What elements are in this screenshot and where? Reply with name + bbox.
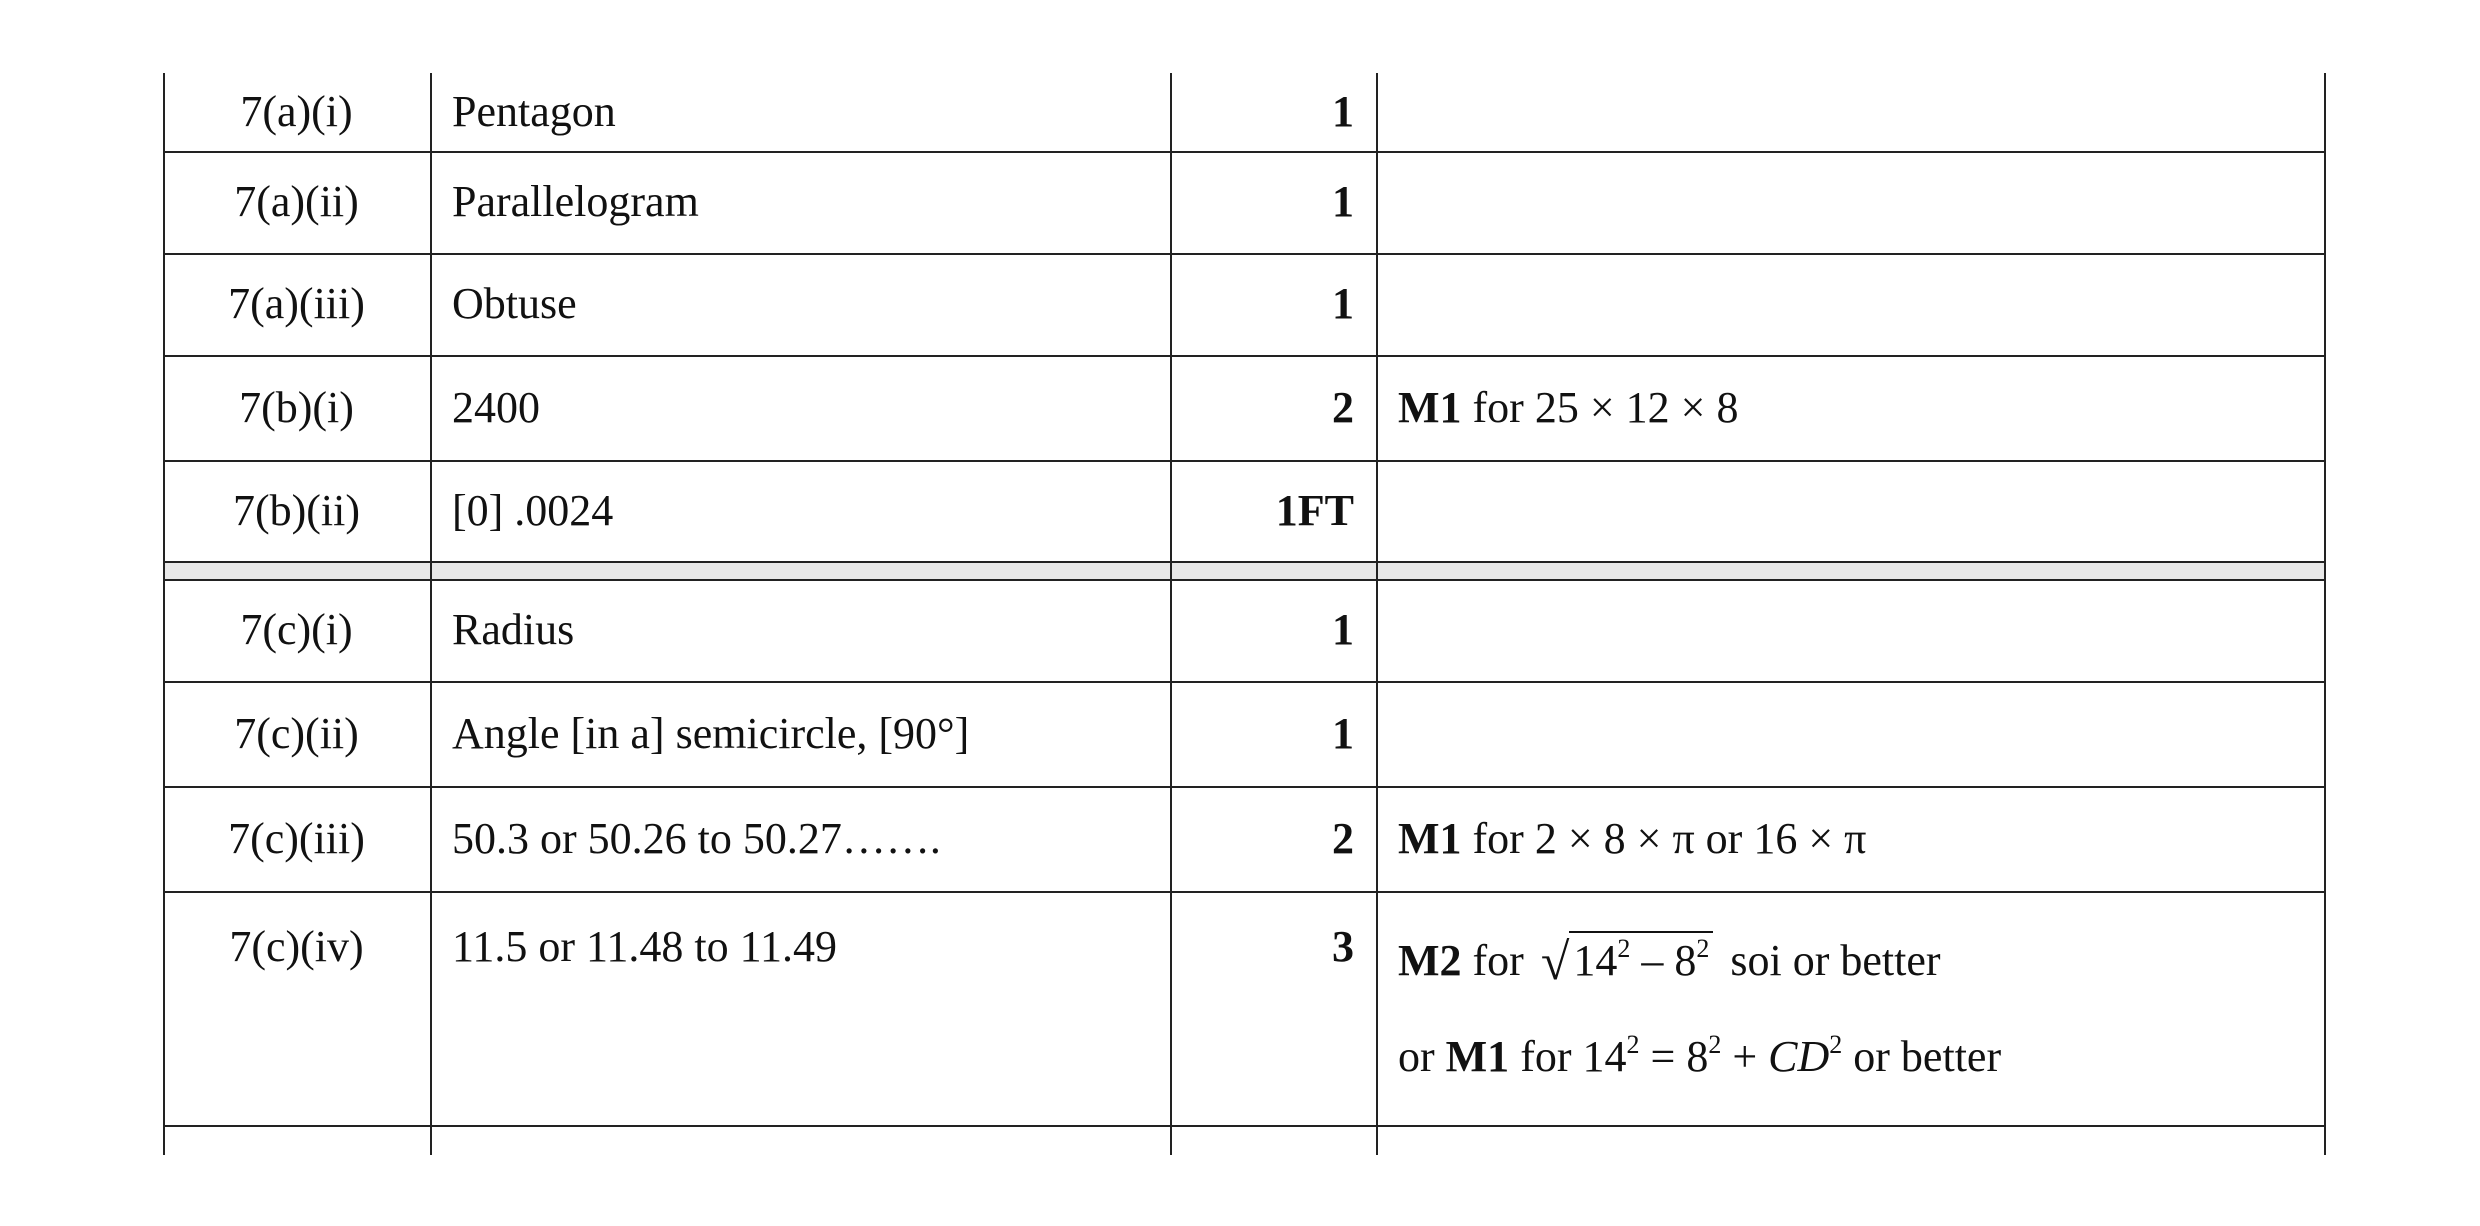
question-number: 7(a)(ii) — [234, 177, 359, 226]
answer-cell: 2400 — [452, 382, 540, 432]
operator: = — [1639, 1032, 1687, 1081]
table-row — [163, 253, 2326, 355]
table-row — [163, 891, 2326, 1125]
answer-cell: Radius — [452, 605, 575, 654]
answer-cell: Pentagon — [452, 87, 616, 136]
marks-cell: 3 — [1332, 922, 1354, 971]
table-row — [163, 681, 2326, 786]
guidance-cell — [1376, 786, 2326, 891]
guidance-text: soi or better — [1719, 936, 1941, 985]
question-number: 7(c)(iv) — [229, 922, 364, 971]
table-row — [163, 460, 2326, 561]
guidance-line-m1 — [1398, 1030, 2326, 1081]
marks-cell: 2 — [1332, 382, 1354, 432]
answer-cell: Parallelogram — [452, 177, 699, 226]
guidance-cell — [1376, 460, 2326, 561]
radicand-term: 8 — [1674, 936, 1697, 985]
table-row — [163, 355, 2326, 460]
marks-cell: 1 — [1332, 605, 1354, 654]
marks-cell: 1 — [1332, 87, 1354, 136]
operator: + — [1721, 1032, 1769, 1081]
exponent: 2 — [1696, 934, 1710, 963]
answer-cell: Angle [in a] semicircle, [90°] — [452, 708, 970, 758]
question-number: 7(c)(iii) — [228, 813, 365, 863]
answer-cell: [0] .0024 — [452, 485, 614, 535]
equation-term: CD — [1768, 1032, 1830, 1081]
question-number: 7(c)(ii) — [234, 708, 359, 758]
guidance-text: for — [1509, 1032, 1583, 1081]
answer-cell: Obtuse — [452, 279, 577, 328]
question-number: 7(b)(ii) — [232, 485, 361, 535]
question-number: 7(b)(i) — [239, 382, 354, 432]
table-row — [163, 73, 2326, 151]
table-row — [163, 151, 2326, 253]
answer-cell: 50.3 or 50.26 to 50.27……. — [452, 813, 941, 863]
guidance-cell — [1376, 151, 2326, 253]
marks-cell: 1FT — [1275, 485, 1354, 535]
marks-cell: 1 — [1332, 279, 1354, 328]
row-divider — [163, 1125, 2326, 1127]
row-divider — [163, 561, 2326, 563]
method-mark-code: M1 — [1398, 813, 1462, 863]
guidance-cell — [1376, 253, 2326, 355]
radicand-term: 14 — [1573, 936, 1618, 985]
marks-cell: 2 — [1332, 813, 1354, 863]
marks-cell: 1 — [1332, 708, 1354, 758]
guidance-cell — [1376, 73, 2326, 151]
guidance-text: or better — [1842, 1032, 2002, 1081]
method-mark-code: M1 — [1445, 1032, 1510, 1081]
question-number: 7(a)(iii) — [228, 279, 365, 328]
radical-sign-icon: √ — [1540, 934, 1570, 991]
operator: – — [1630, 936, 1675, 985]
guidance-text: for — [1461, 936, 1535, 985]
marks-cell: 1 — [1332, 177, 1354, 226]
guidance-text: for 25 × 12 × 8 — [1461, 382, 1739, 432]
method-mark-code: M2 — [1398, 936, 1462, 985]
exponent: 2 — [1617, 934, 1631, 963]
exponent: 2 — [1626, 1030, 1640, 1059]
exponent: 2 — [1708, 1030, 1722, 1059]
guidance-cell — [1376, 891, 2326, 1125]
guidance-cell — [1376, 579, 2326, 681]
table-row — [163, 579, 2326, 681]
table-row — [163, 786, 2326, 891]
radicand — [1569, 931, 1713, 983]
answer-cell: 11.5 or 11.48 to 11.49 — [452, 922, 837, 971]
question-number: 7(c)(i) — [240, 605, 353, 654]
guidance-text: for 2 × 8 × π or 16 × π — [1461, 813, 1867, 863]
square-root-expression — [1541, 931, 1714, 989]
guidance-text: or — [1398, 1032, 1446, 1081]
exponent: 2 — [1829, 1030, 1843, 1059]
guidance-cell — [1376, 355, 2326, 460]
method-mark-code: M1 — [1398, 382, 1462, 432]
equation-term: 14 — [1582, 1032, 1627, 1081]
guidance-line-m2 — [1398, 931, 2326, 989]
question-number: 7(a)(i) — [240, 87, 353, 136]
guidance-cell — [1376, 681, 2326, 786]
equation-term: 8 — [1686, 1032, 1709, 1081]
